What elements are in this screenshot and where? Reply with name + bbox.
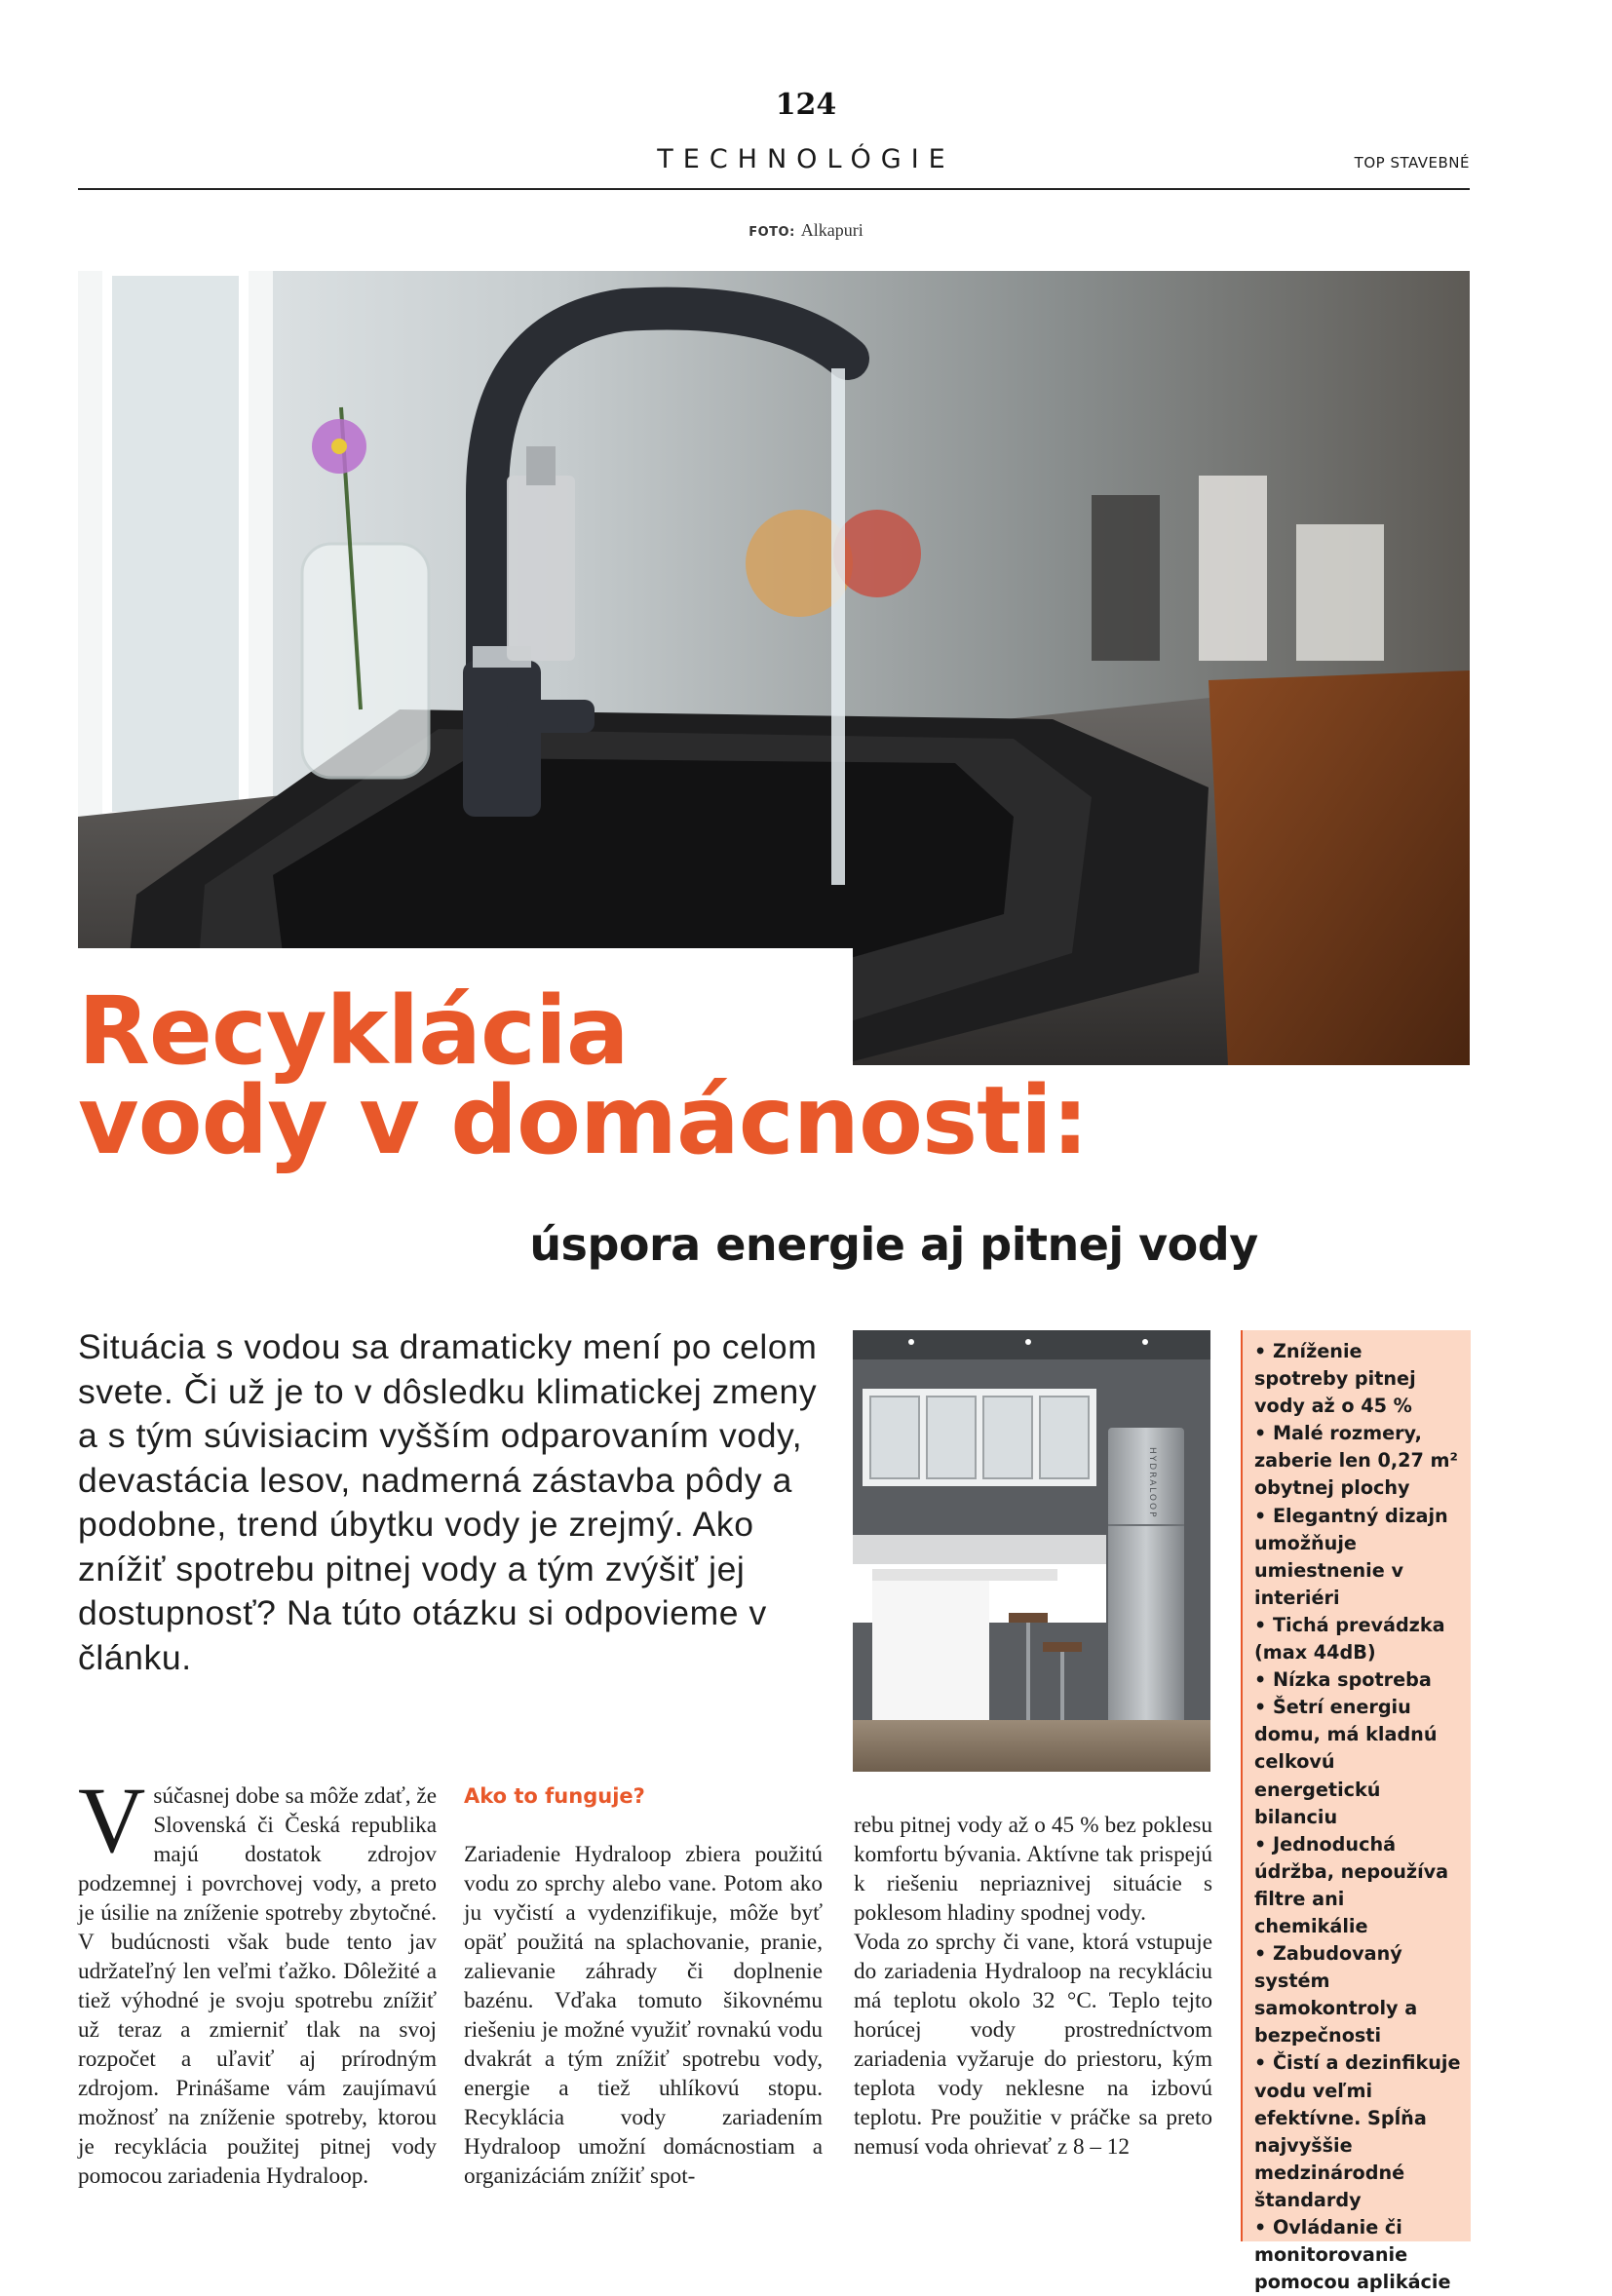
article-column-1 [78, 1768, 437, 2191]
magazine-name: TOP STAVEBNÉ [1354, 154, 1470, 172]
feature-item: • Nízka spotreba [1254, 1666, 1461, 1694]
feature-item: • Zníženie spotreby pitnej vody až o 45 % [1254, 1338, 1461, 1420]
feature-item: • Jednoduchá údržba, nepoužíva filtre ani chemikálie [1254, 1831, 1461, 1940]
page-number: 124 [775, 88, 837, 122]
article-column-2 [464, 1781, 823, 2191]
feature-item: • Malé rozmery, zaberie len 0,27 m² obytnej plochy [1254, 1420, 1461, 1502]
kitchen-photo-hydraloop [853, 1330, 1210, 1772]
article-title-line1: Recyklácia [78, 976, 629, 1086]
features-list [1254, 1338, 1461, 2296]
header-divider [78, 188, 1470, 190]
feature-item: • Elegantný dizajn umožňuje umiestnenie v interiéri [1254, 1503, 1461, 1612]
column-3-paragraph-2: Voda zo sprchy či vane, ktorá vstupuje do zariadenia Hydraloop na recykláciu má teplotu okolo 32 °C. Teplo tejto horúcej vody prostredníctvom zariadenia vyžaruje do priestoru, kým teplota vody neklesne na izbovú teplotu. Pre použitie v práčke sa preto nemusí voda ohrievať z 8 – 12 [854, 1930, 1212, 2160]
column-1-text: súčasnej dobe sa môže zdať, že Slovenská či Česká republika majú dostatok zdrojov podzemnej i povrchovej vody, a preto je úsilie na zníženie spotreby zbytočné. V budúcnosti však bude tento jav udržateľný len veľmi ťažko. Dôležité a tiež výhodné je svoju spotrebu znížiť už teraz a zmierniť tlak na svoj rozpočet a uľaviť aj prírodným zdrojom. Prinášame vám zaujímavú možnosť na zníženie spotreby, ktorou je recyklácia použitej pitnej vody pomocou zariadenia Hydraloop. [78, 1783, 437, 2189]
kitchen-photo-illustration [853, 1330, 1210, 1772]
article-title-line2: vody v domácnosti: [78, 1066, 1089, 1175]
column-2-text: Zariadenie Hydraloop zbiera použitú vodu zo sprchy alebo vane. Potom ako ju vyčistí a vydenzifikuje, môže byť opäť použitá na splachovanie, pranie, zalievanie záhrady či doplnenie bazénu. Vďaka tomuto šikovnému riešeniu je možné využiť rovnakú vodu dvakrát a tým znížiť spotrebu vody, energie a tiež uhlíkovú stopu. Recyklácia vody zariadením Hydraloop umožní domácnostiam a organizáciám znížiť spot- [464, 1842, 823, 2189]
hydraloop-device-label: HYDRALOOP [1147, 1447, 1157, 1519]
article-subtitle: úspora energie aj pitnej vody [529, 1218, 1258, 1271]
section-subhead: Ako to funguje? [464, 1784, 645, 1808]
drop-cap: V [78, 1768, 146, 1872]
features-box [1241, 1330, 1471, 2294]
photo-credit-author: Alkapuri [800, 220, 864, 240]
article-title [78, 976, 1345, 1175]
hero-photo-kitchen-sink [78, 271, 1470, 1065]
article-lead: Situácia s vodou sa dramaticky mení po celom svete. Či už je to v dôsledku klimatickej zmeny a s tým súvisiacim vyšším odparovaním vody, devastácia lesov, nadmerná zástavba pôdy a podobne, trend úbytku vody je zrejmý. Ako znížiť spotrebu pitnej vody a tým zvýšiť jej dostupnosť? Na túto otázku si odpovieme v článku. [78, 1327, 818, 1677]
feature-item: • Čistí a dezinfikuje vodu veľmi efektívne. Spĺňa najvyššie medzinárodné štandardy [1254, 2049, 1461, 2214]
feature-item: • Zabudovaný systém samokontroly a bezpečnosti [1254, 1940, 1461, 2049]
photo-credit [0, 220, 1612, 241]
feature-item: • Šetrí energiu domu, má kladnú celkovú energetickú bilanciu [1254, 1694, 1461, 1830]
photo-credit-label: FOTO: [748, 225, 795, 240]
article-column-3 [854, 1811, 1212, 2162]
hero-photo-illustration [78, 271, 1470, 1065]
section-title: TECHNOLÓGIE [657, 144, 955, 174]
feature-item: • Tichá prevádzka (max 44dB) [1254, 1612, 1461, 1666]
feature-item: • Ovládanie či monitorovanie pomocou aplikácie [1254, 2214, 1461, 2296]
column-3-paragraph-1: rebu pitnej vody až o 45 % bez poklesu komfortu bývania. Aktívne tak prispejú k riešeniu nepriaznivej situácie s poklesom hladiny spodnej vody. [854, 1813, 1212, 1926]
